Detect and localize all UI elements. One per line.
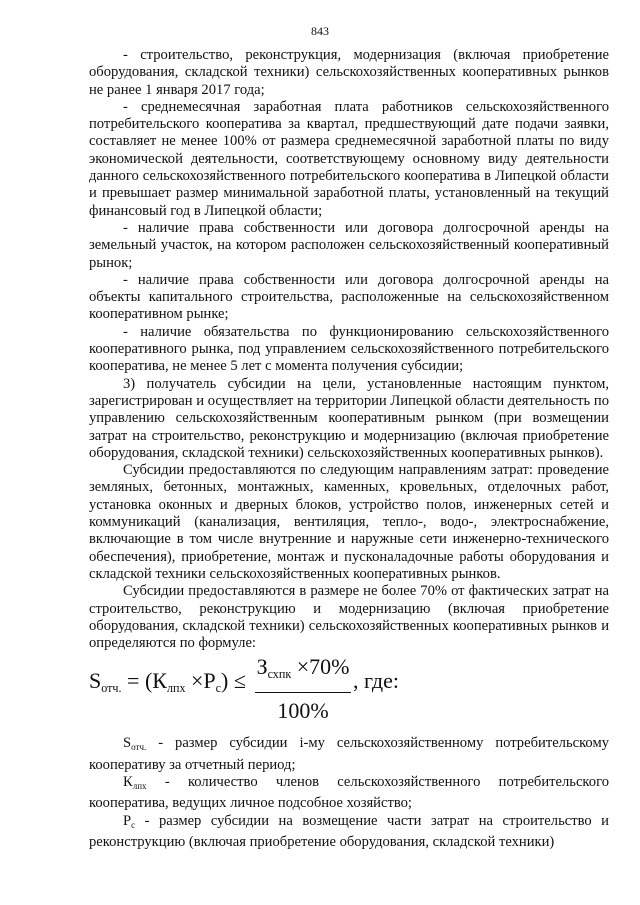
definition-s: $S_{отч.}$ - размер субсидии i-му сельскохозяйственному потребительскому кооперативу за отчетный период;: [89, 735, 609, 773]
formula-numerator: $З_{схпк} \times 70\%$: [256, 654, 350, 682]
paragraph-cost-directions: Субсидии предоставляются по следующим направлениям затрат: проведение земляных, бетонных, монтажных, каменных, кровельных, отделочных работ, установка оконных и дверных блоков, устройство полов, инженерных сетей и коммуникаций (канализация, вентиляция, тепло-, водо-, электроснабжение, включающие в том числе внутренние и наружные сети инженерно-технического обеспечения), приобретение, монтаж и пусконаладочные работы оборудования и складской техники сельскохозяйственных кооперативных рынков.: [89, 462, 609, 582]
formula-tail: , где:: [353, 668, 399, 694]
definition-k: $К_{лпх}$ - количество членов сельскохозяйственного потребительского кооператива, ведущих личное подсобное хозяйство;: [89, 773, 609, 812]
paragraph-construction-date: - строительство, реконструкция, модернизация (включая приобретение оборудования, складской техники) сельскохозяйственных кооперативных рынков не ранее 1 января 2017 года;: [89, 47, 609, 98]
paragraph-capital-objects: - наличие права собственности или договора долгосрочной аренды на объекты капитального строительства, расположенные на сельскохозяйственном кооперативном рынке;: [89, 271, 609, 323]
page-number: 843: [311, 24, 329, 38]
paragraph-subsidy-size: Субсидии предоставляются в размере не более 70% от фактических затрат на строительство, реконструкцию и модернизацию (включая приобретение оборудования, складской техники) сельскохозяйственных кооперативных рынков и определяются по формуле:: [89, 583, 609, 652]
formula-denominator: 100%: [277, 697, 329, 723]
formula-fraction: [255, 652, 351, 725]
paragraph-obligation: - наличие обязательства по функционированию сельскохозяйственного кооперативного рынка, под управлением сельскохозяйственного потребительского кооператива, не менее 5 лет с момента получения субсидии;: [89, 323, 609, 375]
paragraph-land-ownership: - наличие права собственности или договора долгосрочной аренды на земельный участок, на котором расположен сельскохозяйственный кооперативный рынок;: [89, 219, 609, 271]
formula-left-side: $S_{отч.} = (К_{лпх} \times Р_с)$ ≤: [89, 668, 246, 696]
paragraph-recipient: 3) получатель субсидии на цели, установленные настоящим пунктом, зарегистрирован и осуществляет на территории Липецкой области деятельность по управлению сельскохозяйственным кооперативным рынком (при возмещении затрат на строительство, реконструкцию и модернизацию (включая приобретение оборудования, складской техники) сельскохозяйственных кооперативных рынков).: [89, 375, 609, 461]
paragraph-average-salary: - среднемесячная заработная плата работников сельскохозяйственного потребительского кооператива за квартал, предшествующий дате подачи заявки, составляет не менее 100% от размера среднемесячной заработной платы по виду экономической деятельности, соответствующему основному виду деятельности данного сельскохозяйственного потребительского кооператива в Липецкой области и превышает размер минимальной заработной платы, установленный на текущий финансовый год в Липецкой области;: [89, 98, 609, 219]
subsidy-formula: [89, 652, 609, 735]
definition-p: $Р_с$ - размер субсидии на возмещение части затрат на строительство и реконструкцию (включая приобретение оборудования, складской техники): [89, 812, 609, 850]
body-text: [89, 47, 609, 851]
fraction-bar: [255, 692, 351, 693]
